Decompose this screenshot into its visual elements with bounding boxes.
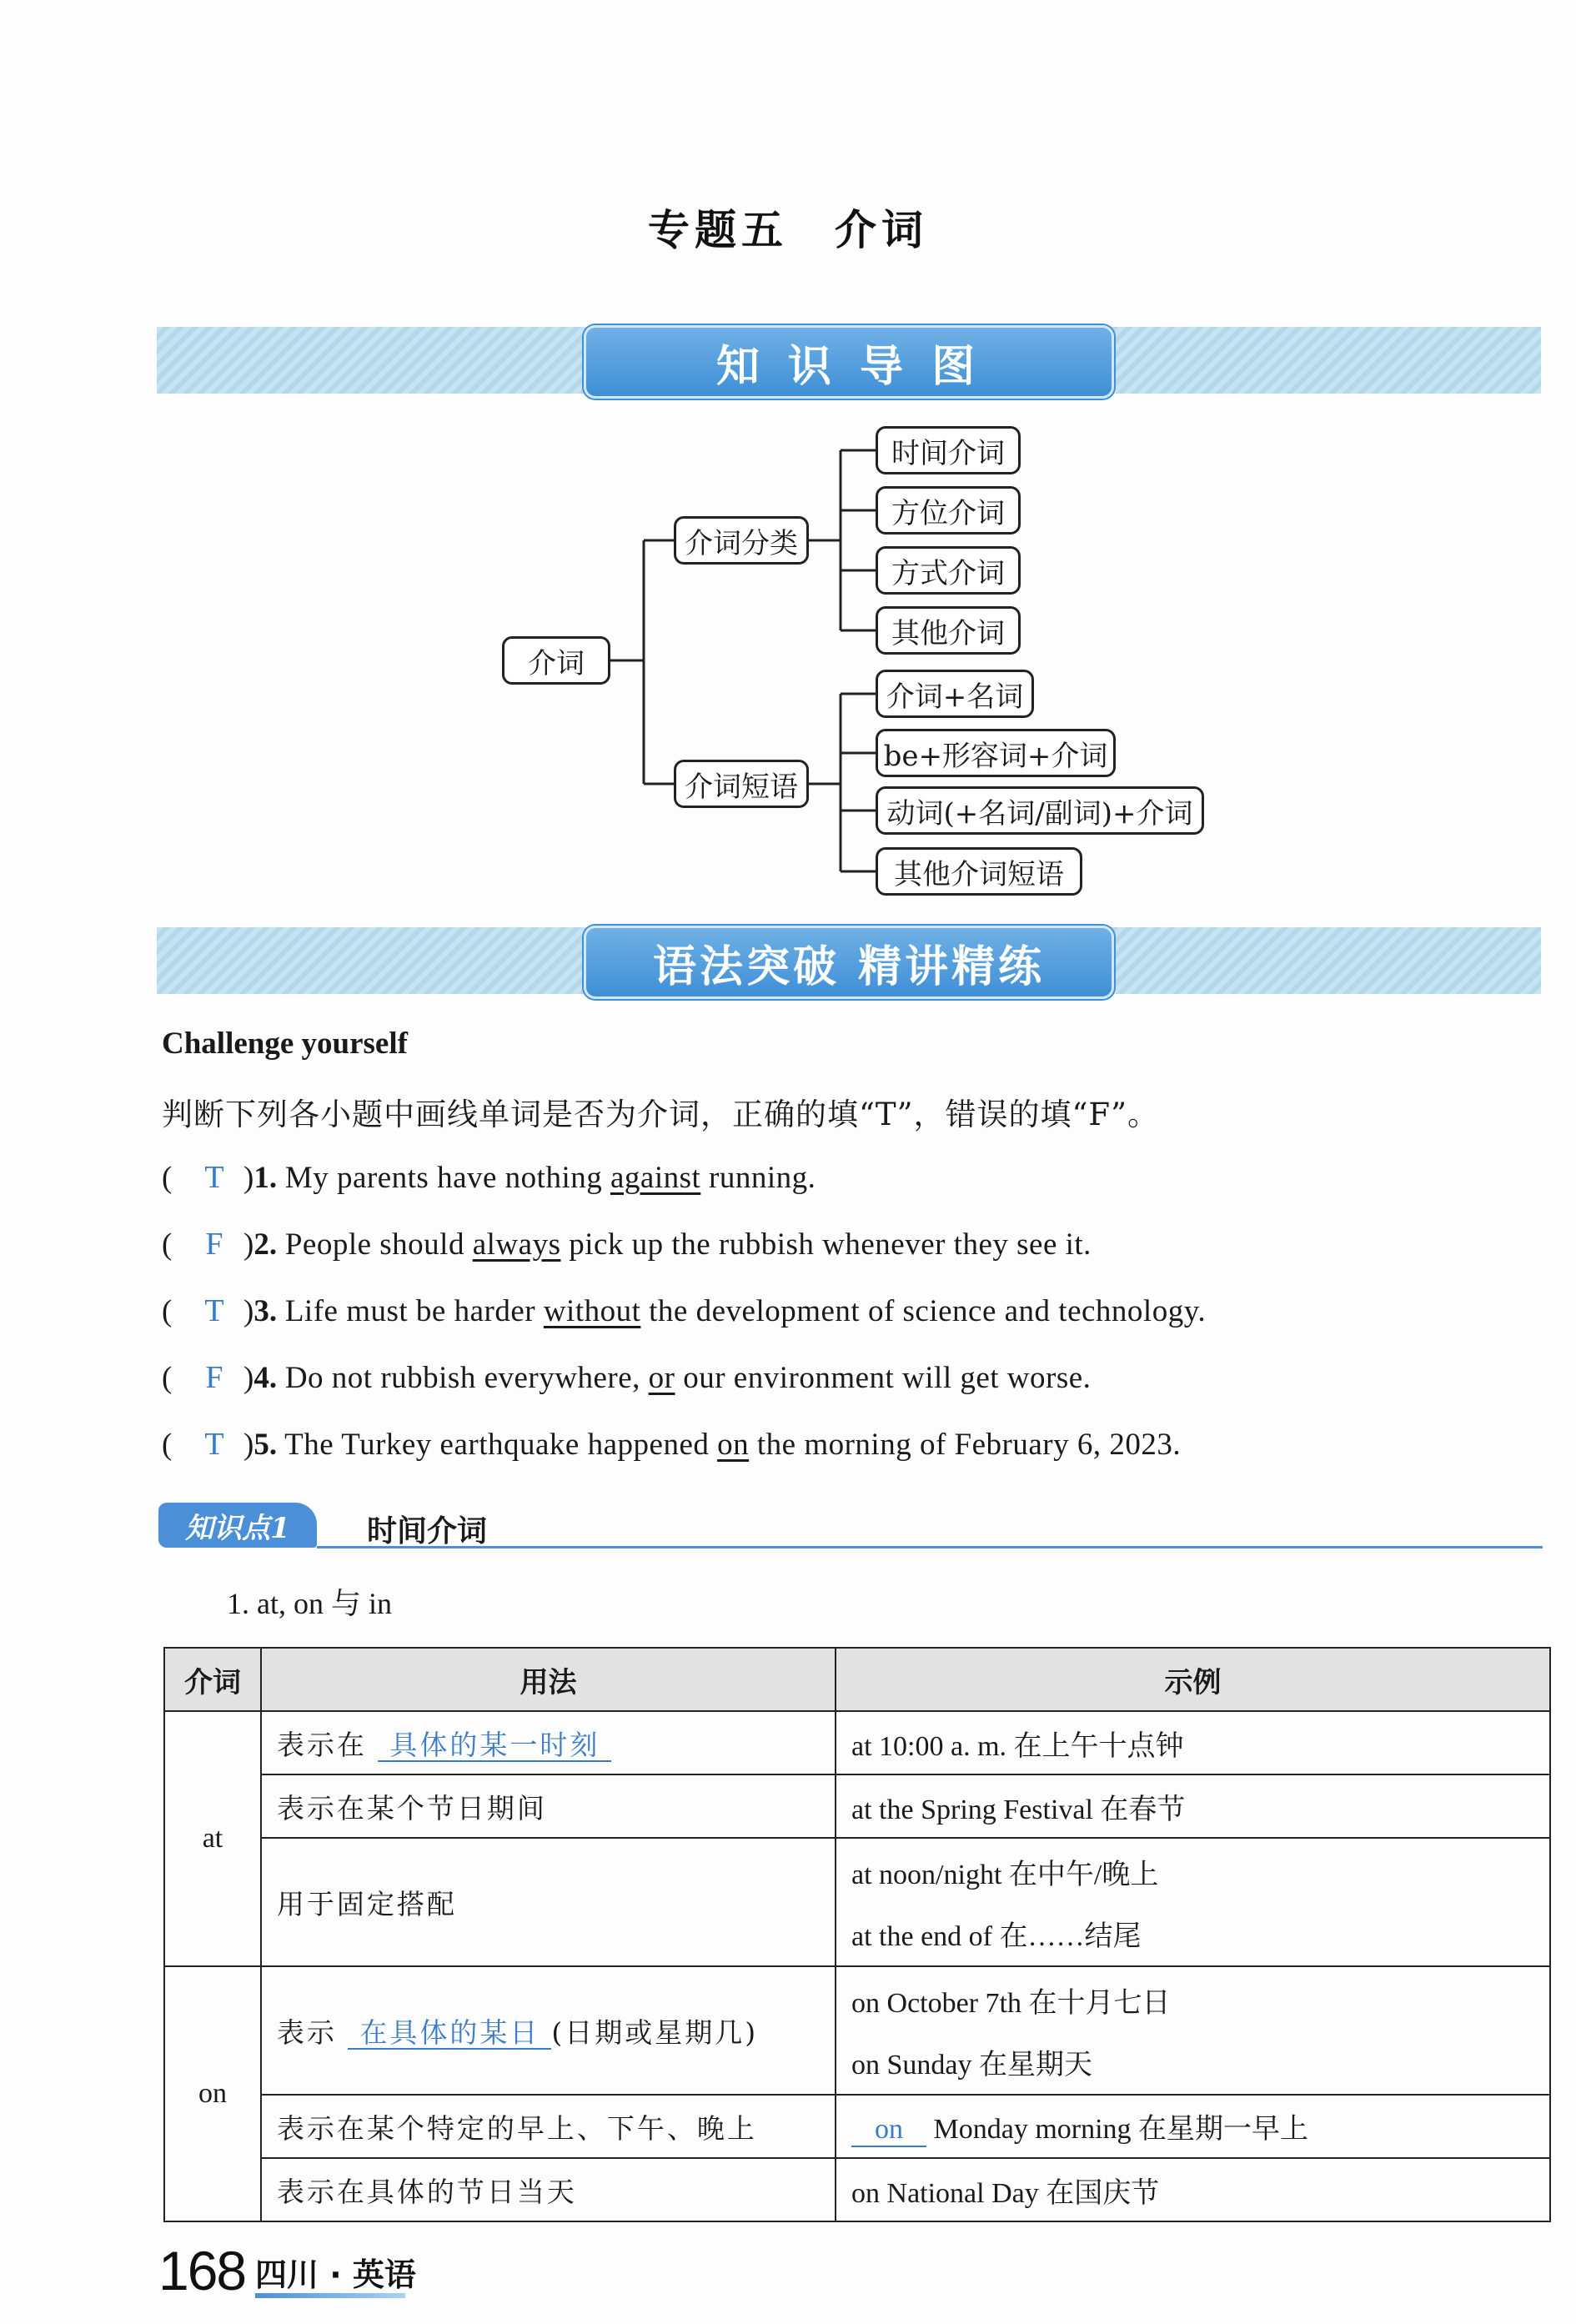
usage-cell: 表示在某个特定的早上、下午、晚上 bbox=[261, 2095, 836, 2158]
usage-cell: 表示在某个节日期间 bbox=[261, 1774, 836, 1838]
mindmap-leaf: 其他介词 bbox=[876, 606, 1021, 655]
answer-value: T bbox=[204, 1160, 224, 1195]
underlined-word: or bbox=[648, 1361, 675, 1395]
knowledge-point-title: 时间介词 bbox=[367, 1514, 488, 1548]
usage-cell: 用于固定搭配 bbox=[261, 1838, 836, 1966]
answer-value: T bbox=[204, 1293, 224, 1328]
mindmap-leaf: be+形容词+介词 bbox=[876, 729, 1116, 777]
prep-cell-at: at bbox=[164, 1711, 261, 1966]
example-cell: on National Day 在国庆节 bbox=[836, 2158, 1550, 2221]
preposition-table bbox=[163, 1647, 1551, 2222]
banner-knowledge-map-label: 知 识 导 图 bbox=[584, 325, 1114, 399]
example-cell: on Monday morning 在星期一早上 bbox=[836, 2095, 1550, 2158]
underlined-word: without bbox=[543, 1294, 641, 1328]
fill-blank-answer: on bbox=[851, 2114, 926, 2146]
question-row: ( F ) 4. Do not rubbish everywhere, or our environment will get worse. bbox=[162, 1360, 1092, 1395]
answer-value: F bbox=[205, 1227, 223, 1262]
footer-label: 四川 · 英语 bbox=[255, 2256, 416, 2293]
column-header: 介词 bbox=[164, 1648, 261, 1711]
mindmap-leaf: 方式介词 bbox=[876, 546, 1021, 595]
example-cell: on October 7th 在十月七日 on Sunday 在星期天 bbox=[836, 1966, 1550, 2095]
example-cell: at noon/night 在中午/晚上 at the end of 在……结尾 bbox=[836, 1838, 1550, 1966]
table-row bbox=[164, 2095, 1550, 2158]
mindmap-leaf: 动词(+名词/副词)+介词 bbox=[876, 786, 1204, 835]
example-cell: at the Spring Festival 在春节 bbox=[836, 1774, 1550, 1838]
underlined-word: on bbox=[717, 1428, 750, 1462]
subsection-title: 1. at, on 与 in bbox=[227, 1587, 392, 1620]
answer-value: F bbox=[205, 1360, 223, 1395]
knowledge-point-header bbox=[158, 1503, 1543, 1553]
usage-cell: 表示在具体的节日当天 bbox=[261, 2158, 836, 2221]
knowledge-point-rule bbox=[317, 1546, 1543, 1548]
challenge-title: Challenge yourself bbox=[162, 1026, 408, 1061]
mindmap-branch-phrases: 介词短语 bbox=[674, 760, 809, 808]
fill-blank-answer: 在具体的某日 bbox=[348, 2018, 551, 2050]
example-cell: at 10:00 a. m. 在上午十点钟 bbox=[836, 1711, 1550, 1774]
question-row: ( T ) 3. Life must be harder without the development of science and technology. bbox=[162, 1293, 1207, 1328]
mindmap-leaf: 方位介词 bbox=[876, 486, 1021, 535]
prep-cell-on: on bbox=[164, 1966, 261, 2221]
table-row bbox=[164, 1966, 1550, 2095]
mindmap-leaf: 介词+名词 bbox=[876, 670, 1034, 718]
table-header-row bbox=[164, 1648, 1550, 1711]
mindmap-leaf: 其他介词短语 bbox=[876, 847, 1082, 896]
column-header: 示例 bbox=[836, 1648, 1550, 1711]
table-row bbox=[164, 1711, 1550, 1774]
question-row: ( T ) 5. The Turkey earthquake happened on the morning of February 6, 2023. bbox=[162, 1427, 1182, 1462]
page-number: 168 bbox=[158, 2240, 246, 2301]
knowledge-point-badge: 知识点1 bbox=[158, 1503, 317, 1548]
mindmap-leaf: 时间介词 bbox=[876, 426, 1021, 474]
answer-value: T bbox=[204, 1427, 224, 1462]
page-title: 专题五 介词 bbox=[648, 206, 928, 254]
banner-grammar-label: 语法突破 精讲精练 bbox=[584, 926, 1114, 999]
column-header: 用法 bbox=[261, 1648, 836, 1711]
fill-blank-answer: 具体的某一时刻 bbox=[378, 1730, 611, 1762]
table-row bbox=[164, 1838, 1550, 1966]
underlined-word: always bbox=[472, 1227, 561, 1262]
usage-cell: 表示 在具体的某日 (日期或星期几) bbox=[261, 1966, 836, 2095]
question-row: ( F ) 2. People should always pick up the rubbish whenever they see it. bbox=[162, 1227, 1092, 1262]
question-row: ( T ) 1. My parents have nothing against running. bbox=[162, 1160, 816, 1195]
footer-accent-bar bbox=[255, 2293, 405, 2298]
table-row bbox=[164, 1774, 1550, 1838]
underlined-word: against bbox=[610, 1161, 701, 1195]
usage-cell: 表示在 具体的某一时刻 bbox=[261, 1711, 836, 1774]
mindmap-branch-classification: 介词分类 bbox=[674, 516, 809, 565]
table-row bbox=[164, 2158, 1550, 2221]
challenge-instruction: 判断下列各小题中画线单词是否为介词，正确的填“T”，错误的填“F”。 bbox=[162, 1097, 1160, 1132]
mindmap-root: 介词 bbox=[502, 636, 610, 685]
